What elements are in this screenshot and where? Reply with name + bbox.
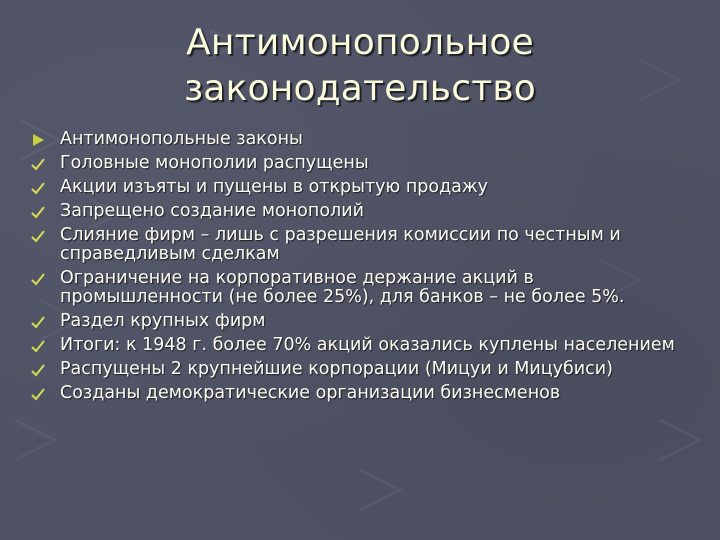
slide-title	[0, 20, 720, 112]
list-item	[30, 178, 700, 197]
list-item	[30, 154, 700, 173]
checkmark-icon	[30, 271, 46, 287]
checkmark-icon	[30, 156, 46, 172]
list-item	[30, 384, 700, 403]
list-item-text: Распущены 2 крупнейшие корпорации (Мицуи и Мицубиси)	[60, 359, 613, 379]
checkmark-icon	[30, 314, 46, 330]
list-item	[30, 226, 700, 264]
list-item-text: Раздел крупных фирм	[60, 311, 266, 331]
list-item	[30, 130, 700, 149]
list-item	[30, 336, 700, 355]
list-item-text: Итоги: к 1948 г. более 70% акций оказались куплены населением	[60, 335, 675, 355]
list-item-text: Антимонопольные законы	[60, 129, 303, 149]
list-item-text: Головные монополии распущены	[60, 153, 369, 173]
checkmark-icon	[30, 386, 46, 402]
checkmark-icon	[30, 204, 46, 220]
list-item-text: Созданы демократические организации бизнесменов	[60, 383, 561, 403]
checkmark-icon	[30, 228, 46, 244]
checkmark-icon	[30, 180, 46, 196]
triangle-bullet-icon	[30, 132, 46, 148]
list-item	[30, 312, 700, 331]
list-item	[30, 202, 700, 221]
checkmark-icon	[30, 362, 46, 378]
list-item-text: Слияние фирм – лишь с разрешения комиссии по честным и справедливым сделкам	[60, 225, 621, 264]
checkmark-icon	[30, 338, 46, 354]
list-item-text: Запрещено создание монополий	[60, 201, 364, 221]
list-item-text: Ограничение на корпоративное держание акций в промышленности (не более 25%), для банков – не более 5%.	[60, 268, 625, 307]
list-item-text: Акции изъяты и пущены в открытую продажу	[60, 177, 489, 197]
list-item	[30, 269, 700, 307]
bullet-list	[30, 130, 700, 408]
slide-title-line-2: законодательство	[183, 68, 537, 109]
list-item	[30, 360, 700, 379]
slide-title-line-1: Антимонопольное	[186, 22, 534, 63]
